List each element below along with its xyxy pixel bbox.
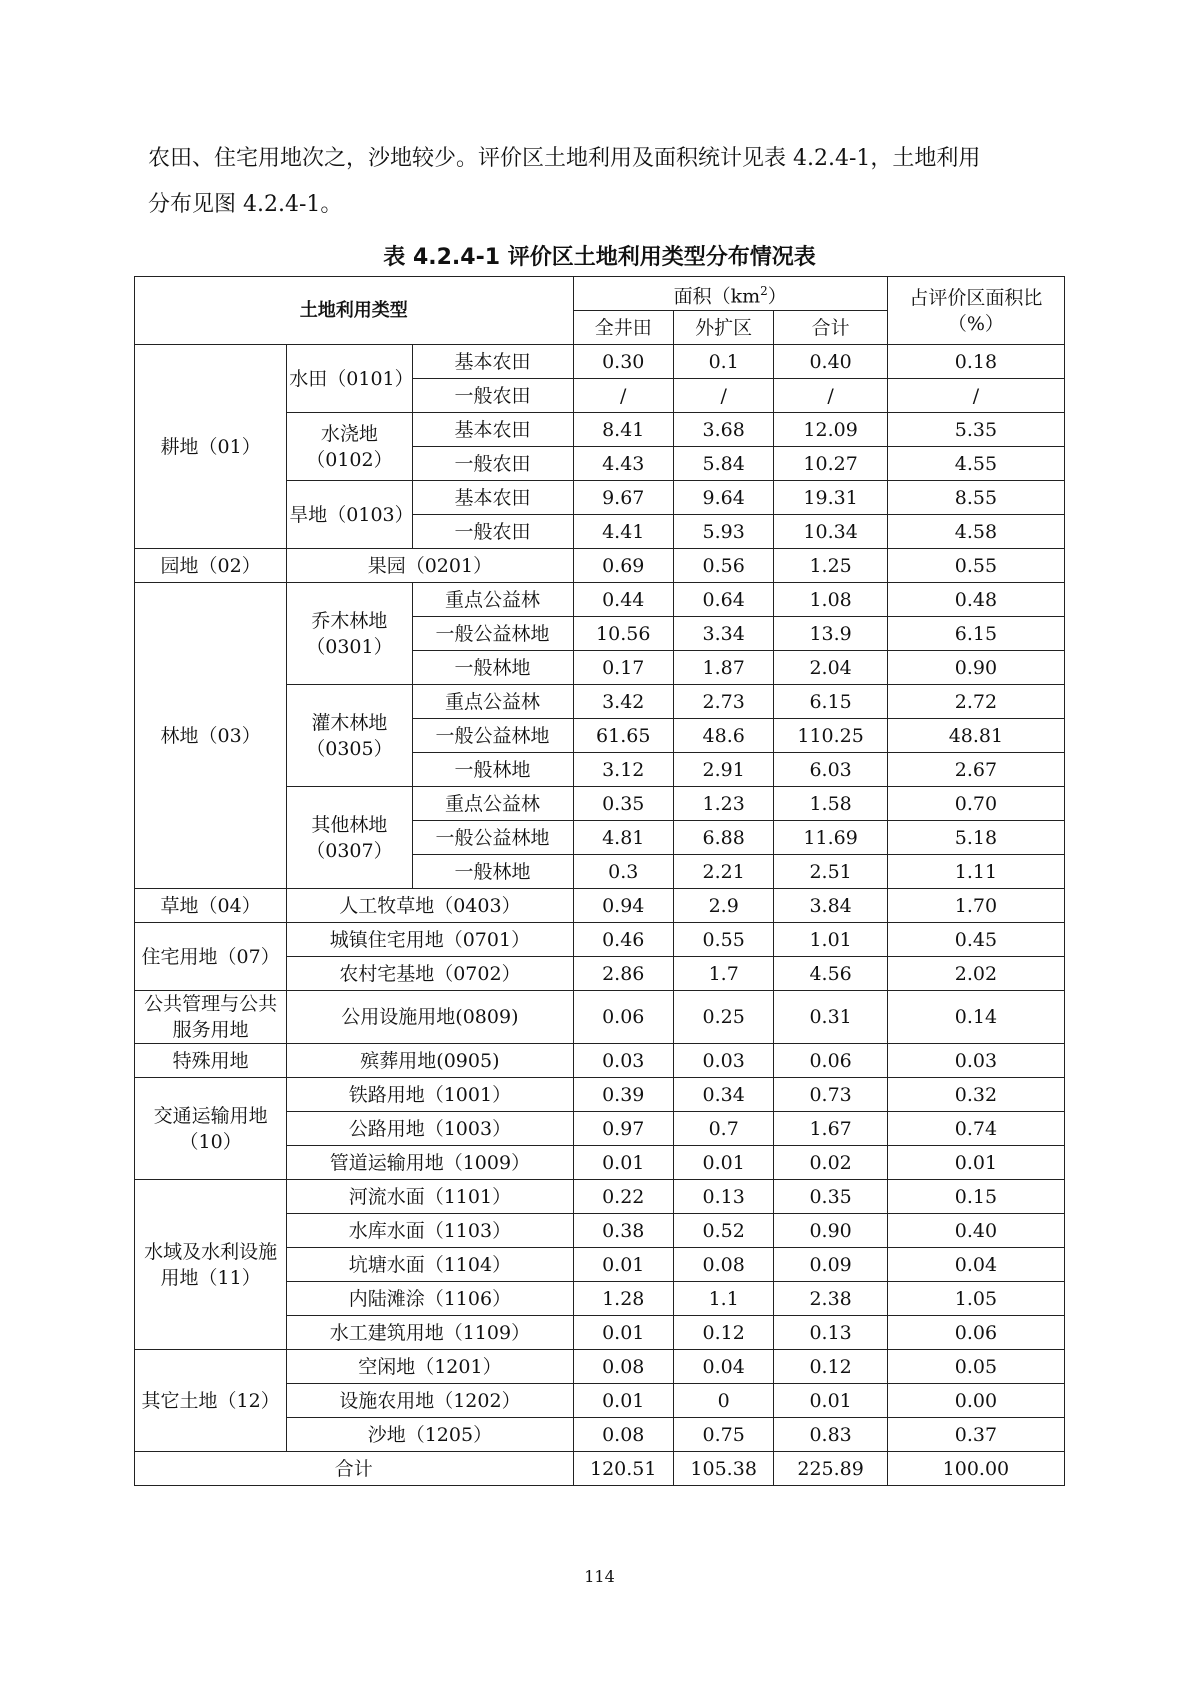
- value-extension: 0.55: [673, 923, 773, 957]
- value-total: 4.56: [774, 957, 887, 991]
- table-row: [135, 889, 1065, 923]
- value-ratio: 0.45: [887, 923, 1064, 957]
- value-whole-field: 9.67: [573, 481, 673, 515]
- value-extension: 2.21: [673, 855, 773, 889]
- category-cell: 水域及水利设施用地（11）: [135, 1180, 287, 1350]
- value-whole-field: 3.42: [573, 685, 673, 719]
- value-total: 10.34: [774, 515, 887, 549]
- value-ratio: 0.05: [887, 1350, 1064, 1384]
- value-whole-field: 2.86: [573, 957, 673, 991]
- value-extension: 0: [673, 1384, 773, 1418]
- value-total: /: [774, 379, 887, 413]
- value-total: 0.12: [774, 1350, 887, 1384]
- subcategory-cell: 水浇地（0102）: [287, 413, 412, 481]
- category-cell: 园地（02）: [135, 549, 287, 583]
- value-ratio: 0.37: [887, 1418, 1064, 1452]
- value-total: 1.08: [774, 583, 887, 617]
- value-extension: 0.04: [673, 1350, 773, 1384]
- detail-type-cell: 基本农田: [412, 345, 573, 379]
- land-type-cell: 水工建筑用地（1109）: [287, 1316, 573, 1350]
- header-ratio: 占评价区面积比（%）: [887, 277, 1064, 345]
- value-ratio: 0.00: [887, 1384, 1064, 1418]
- value-whole-field: 0.94: [573, 889, 673, 923]
- value-total: 12.09: [774, 413, 887, 447]
- body-paragraph-line-2: 分布见图 4.2.4-1。: [148, 192, 343, 217]
- land-type-cell: 空闲地（1201）: [287, 1350, 573, 1384]
- table-row: [135, 923, 1065, 957]
- value-whole-field: 0.97: [573, 1112, 673, 1146]
- land-type-cell: 人工牧草地（0403）: [287, 889, 573, 923]
- header-area: 面积$(km^2)$: [573, 277, 887, 311]
- value-total: 1.67: [774, 1112, 887, 1146]
- value-extension: 0.08: [673, 1248, 773, 1282]
- value-extension: 6.88: [673, 821, 773, 855]
- value-ratio: 8.55: [887, 481, 1064, 515]
- value-total: 6.15: [774, 685, 887, 719]
- value-whole-field: 0.17: [573, 651, 673, 685]
- land-type-cell: 殡葬用地(0905): [287, 1044, 573, 1078]
- value-whole-field: 0.08: [573, 1418, 673, 1452]
- value-extension: 2.91: [673, 753, 773, 787]
- value-total: 0.01: [774, 1384, 887, 1418]
- value-total: 2.51: [774, 855, 887, 889]
- value-extension: 1.1: [673, 1282, 773, 1316]
- detail-type-cell: 重点公益林: [412, 787, 573, 821]
- value-ratio: 0.74: [887, 1112, 1064, 1146]
- land-type-cell: 水库水面（1103）: [287, 1214, 573, 1248]
- detail-type-cell: 一般林地: [412, 855, 573, 889]
- value-whole-field: 0.01: [573, 1316, 673, 1350]
- category-cell: 住宅用地（07）: [135, 923, 287, 991]
- header-col-whole-field: 全井田: [573, 311, 673, 345]
- table-body: [135, 345, 1065, 1486]
- value-whole-field: 0.39: [573, 1078, 673, 1112]
- page-number: 114: [584, 1567, 615, 1586]
- value-whole-field: 0.35: [573, 787, 673, 821]
- value-total: 11.69: [774, 821, 887, 855]
- value-extension: 48.6: [673, 719, 773, 753]
- value-ratio: 0.06: [887, 1316, 1064, 1350]
- value-ratio: 100.00: [887, 1452, 1064, 1486]
- value-whole-field: 0.30: [573, 345, 673, 379]
- value-total: 0.35: [774, 1180, 887, 1214]
- total-row: [135, 1452, 1065, 1486]
- value-ratio: 0.70: [887, 787, 1064, 821]
- value-ratio: 0.03: [887, 1044, 1064, 1078]
- value-extension: 0.12: [673, 1316, 773, 1350]
- detail-type-cell: 一般林地: [412, 753, 573, 787]
- value-total: 1.25: [774, 549, 887, 583]
- subcategory-cell: 乔木林地（0301）: [287, 583, 412, 685]
- land-type-cell: 公用设施用地(0809): [287, 991, 573, 1044]
- value-whole-field: 0.44: [573, 583, 673, 617]
- value-ratio: 0.90: [887, 651, 1064, 685]
- table-row: [135, 583, 1065, 617]
- value-total: 10.27: [774, 447, 887, 481]
- value-whole-field: 0.01: [573, 1146, 673, 1180]
- category-cell: 特殊用地: [135, 1044, 287, 1078]
- value-extension: 3.68: [673, 413, 773, 447]
- value-ratio: 0.48: [887, 583, 1064, 617]
- value-whole-field: 0.3: [573, 855, 673, 889]
- value-whole-field: 0.38: [573, 1214, 673, 1248]
- body-paragraph-line-1: 农田、住宅用地次之，沙地较少。评价区土地利用及面积统计见表 4.2.4-1，土地利用: [148, 146, 981, 171]
- land-type-cell: 坑塘水面（1104）: [287, 1248, 573, 1282]
- detail-type-cell: 基本农田: [412, 413, 573, 447]
- value-total: 2.04: [774, 651, 887, 685]
- value-whole-field: 0.06: [573, 991, 673, 1044]
- land-type-cell: 城镇住宅用地（0701）: [287, 923, 573, 957]
- land-type-cell: 农村宅基地（0702）: [287, 957, 573, 991]
- detail-type-cell: 一般公益林地: [412, 617, 573, 651]
- value-ratio: 5.35: [887, 413, 1064, 447]
- land-type-cell: 管道运输用地（1009）: [287, 1146, 573, 1180]
- value-whole-field: 8.41: [573, 413, 673, 447]
- value-extension: 5.84: [673, 447, 773, 481]
- detail-type-cell: 一般农田: [412, 447, 573, 481]
- value-whole-field: 0.03: [573, 1044, 673, 1078]
- value-ratio: 4.55: [887, 447, 1064, 481]
- category-cell: 林地（03）: [135, 583, 287, 889]
- value-ratio: 1.11: [887, 855, 1064, 889]
- value-whole-field: 4.41: [573, 515, 673, 549]
- value-ratio: 2.02: [887, 957, 1064, 991]
- table-row: [135, 1044, 1065, 1078]
- value-whole-field: 0.46: [573, 923, 673, 957]
- value-ratio: 6.15: [887, 617, 1064, 651]
- value-extension: 2.73: [673, 685, 773, 719]
- value-total: 0.09: [774, 1248, 887, 1282]
- table-row: [135, 1078, 1065, 1112]
- value-ratio: 1.05: [887, 1282, 1064, 1316]
- value-extension: 0.13: [673, 1180, 773, 1214]
- value-extension: 5.93: [673, 515, 773, 549]
- value-total: 3.84: [774, 889, 887, 923]
- table-row: [135, 345, 1065, 379]
- detail-type-cell: 重点公益林: [412, 685, 573, 719]
- value-ratio: 0.55: [887, 549, 1064, 583]
- header-col-total: 合计: [774, 311, 887, 345]
- value-ratio: 4.58: [887, 515, 1064, 549]
- value-extension: 1.23: [673, 787, 773, 821]
- category-cell: 交通运输用地（10）: [135, 1078, 287, 1180]
- land-type-cell: 铁路用地（1001）: [287, 1078, 573, 1112]
- value-extension: 0.25: [673, 991, 773, 1044]
- land-type-cell: 沙地（1205）: [287, 1418, 573, 1452]
- value-whole-field: 0.01: [573, 1384, 673, 1418]
- value-extension: 3.34: [673, 617, 773, 651]
- detail-type-cell: 一般公益林地: [412, 719, 573, 753]
- total-label-cell: 合计: [135, 1452, 574, 1486]
- value-total: 19.31: [774, 481, 887, 515]
- value-extension: 0.64: [673, 583, 773, 617]
- value-ratio: 0.04: [887, 1248, 1064, 1282]
- value-ratio: 0.01: [887, 1146, 1064, 1180]
- value-whole-field: 4.43: [573, 447, 673, 481]
- category-cell: 耕地（01）: [135, 345, 287, 549]
- value-whole-field: 10.56: [573, 617, 673, 651]
- land-type-cell: 果园（0201）: [287, 549, 573, 583]
- value-extension: 0.34: [673, 1078, 773, 1112]
- value-whole-field: 0.01: [573, 1248, 673, 1282]
- value-ratio: 48.81: [887, 719, 1064, 753]
- value-extension: 1.7: [673, 957, 773, 991]
- value-ratio: 0.18: [887, 345, 1064, 379]
- value-total: 0.40: [774, 345, 887, 379]
- value-total: 0.31: [774, 991, 887, 1044]
- detail-type-cell: 基本农田: [412, 481, 573, 515]
- value-extension: 105.38: [673, 1452, 773, 1486]
- value-ratio: 0.14: [887, 991, 1064, 1044]
- value-total: 225.89: [774, 1452, 887, 1486]
- value-extension: 0.7: [673, 1112, 773, 1146]
- value-total: 0.06: [774, 1044, 887, 1078]
- value-whole-field: 61.65: [573, 719, 673, 753]
- value-extension: 1.87: [673, 651, 773, 685]
- table-row: [135, 549, 1065, 583]
- category-cell: 草地（04）: [135, 889, 287, 923]
- subcategory-cell: 旱地（0103）: [287, 481, 412, 549]
- table-row: [135, 991, 1065, 1044]
- land-type-cell: 公路用地（1003）: [287, 1112, 573, 1146]
- value-extension: 0.75: [673, 1418, 773, 1452]
- value-total: 0.73: [774, 1078, 887, 1112]
- value-total: 2.38: [774, 1282, 887, 1316]
- detail-type-cell: 重点公益林: [412, 583, 573, 617]
- value-extension: 0.56: [673, 549, 773, 583]
- value-whole-field: 0.22: [573, 1180, 673, 1214]
- value-whole-field: 0.08: [573, 1350, 673, 1384]
- subcategory-cell: 灌木林地（0305）: [287, 685, 412, 787]
- detail-type-cell: 一般农田: [412, 379, 573, 413]
- detail-type-cell: 一般林地: [412, 651, 573, 685]
- table-caption: 表 4.2.4-1 评价区土地利用类型分布情况表: [383, 245, 816, 270]
- value-total: 0.83: [774, 1418, 887, 1452]
- value-ratio: 5.18: [887, 821, 1064, 855]
- value-total: 1.58: [774, 787, 887, 821]
- value-total: 6.03: [774, 753, 887, 787]
- value-ratio: 0.40: [887, 1214, 1064, 1248]
- land-use-table: [134, 276, 1065, 1486]
- land-type-cell: 河流水面（1101）: [287, 1180, 573, 1214]
- value-extension: 0.03: [673, 1044, 773, 1078]
- value-whole-field: 1.28: [573, 1282, 673, 1316]
- land-type-cell: 内陆滩涂（1106）: [287, 1282, 573, 1316]
- value-extension: 2.9: [673, 889, 773, 923]
- value-ratio: 0.15: [887, 1180, 1064, 1214]
- detail-type-cell: 一般公益林地: [412, 821, 573, 855]
- detail-type-cell: 一般农田: [412, 515, 573, 549]
- value-ratio: /: [887, 379, 1064, 413]
- value-ratio: 2.72: [887, 685, 1064, 719]
- value-whole-field: /: [573, 379, 673, 413]
- value-total: 13.9: [774, 617, 887, 651]
- value-extension: 9.64: [673, 481, 773, 515]
- value-whole-field: 3.12: [573, 753, 673, 787]
- value-whole-field: 120.51: [573, 1452, 673, 1486]
- subcategory-cell: 水田（0101）: [287, 345, 412, 413]
- value-whole-field: 4.81: [573, 821, 673, 855]
- value-ratio: 1.70: [887, 889, 1064, 923]
- value-total: 1.01: [774, 923, 887, 957]
- table-row: [135, 1180, 1065, 1214]
- value-ratio: 2.67: [887, 753, 1064, 787]
- value-extension: 0.52: [673, 1214, 773, 1248]
- land-type-cell: 设施农用地（1202）: [287, 1384, 573, 1418]
- subcategory-cell: 其他林地（0307）: [287, 787, 412, 889]
- value-total: 0.02: [774, 1146, 887, 1180]
- value-total: 0.90: [774, 1214, 887, 1248]
- category-cell: 其它土地（12）: [135, 1350, 287, 1452]
- value-total: 0.13: [774, 1316, 887, 1350]
- table-row: [135, 1350, 1065, 1384]
- header-land-use-type: 土地利用类型: [135, 277, 574, 345]
- value-extension: 0.1: [673, 345, 773, 379]
- value-whole-field: 0.69: [573, 549, 673, 583]
- value-total: 110.25: [774, 719, 887, 753]
- value-extension: 0.01: [673, 1146, 773, 1180]
- category-cell: 公共管理与公共服务用地: [135, 991, 287, 1044]
- header-col-extension: 外扩区: [673, 311, 773, 345]
- value-ratio: 0.32: [887, 1078, 1064, 1112]
- value-extension: /: [673, 379, 773, 413]
